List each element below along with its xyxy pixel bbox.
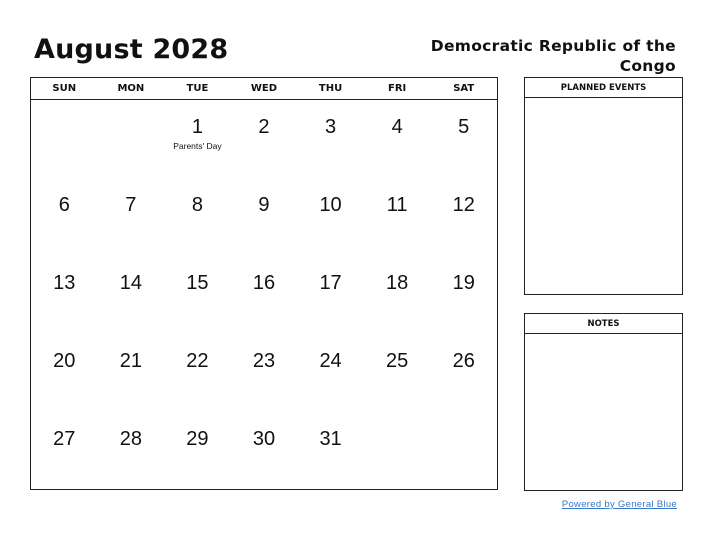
day-cell [164, 412, 231, 490]
day-cell [98, 334, 165, 412]
day-cell [231, 178, 298, 256]
country-name: Democratic Republic of the Congo [430, 37, 676, 75]
empty-day-cell [98, 100, 165, 178]
day-number: 29 [186, 428, 209, 450]
day-cell [430, 178, 497, 256]
day-number: 2 [258, 116, 270, 138]
day-number: 26 [452, 350, 475, 372]
calendar-week [31, 334, 497, 412]
day-number: 17 [319, 272, 342, 294]
day-number: 5 [458, 116, 470, 138]
day-number: 28 [119, 428, 142, 450]
notes-heading: NOTES [525, 314, 682, 334]
calendar-week [31, 178, 497, 256]
day-number: 27 [53, 428, 76, 450]
holiday-label: Parents' Day [173, 141, 222, 151]
empty-day-cell [31, 100, 98, 178]
day-number: 25 [386, 350, 409, 372]
day-number: 22 [186, 350, 209, 372]
day-cell [164, 334, 231, 412]
day-number: 15 [186, 272, 209, 294]
day-cell [164, 178, 231, 256]
planned-events-heading: PLANNED EVENTS [525, 78, 682, 98]
day-number: 19 [452, 272, 475, 294]
weekday-sun: SUN [52, 83, 77, 94]
calendar-week [31, 412, 497, 490]
day-cell [231, 334, 298, 412]
day-cell [430, 100, 497, 178]
calendar-weeks [31, 100, 497, 490]
day-number: 23 [252, 350, 276, 372]
weekday-header-row [31, 78, 497, 100]
day-cell [364, 178, 431, 256]
day-number: 30 [252, 428, 276, 450]
empty-day-cell [364, 412, 431, 490]
page-title: August 2028 [34, 34, 229, 65]
powered-by-link[interactable]: Powered by General Blue [561, 499, 677, 510]
day-cell [31, 334, 98, 412]
day-cell [364, 256, 431, 334]
day-number: 12 [452, 194, 475, 216]
day-number: 14 [119, 272, 142, 294]
day-cell [231, 256, 298, 334]
day-number: 18 [386, 272, 409, 294]
day-cell [297, 100, 364, 178]
day-number: 24 [319, 350, 342, 372]
weekday-fri: FRI [388, 83, 407, 94]
day-number: 20 [53, 350, 76, 372]
day-cell [231, 412, 298, 490]
day-cell [31, 412, 98, 490]
weekday-tue: TUE [186, 83, 209, 94]
day-cell [231, 100, 298, 178]
day-number: 7 [125, 194, 137, 216]
day-cell [98, 178, 165, 256]
weekday-wed: WED [250, 83, 278, 94]
day-number: 4 [391, 116, 403, 138]
weekday-thu: THU [318, 83, 343, 94]
day-cell [98, 412, 165, 490]
empty-day-cell [430, 412, 497, 490]
day-cell [297, 256, 364, 334]
day-cell [31, 256, 98, 334]
day-number: 9 [258, 194, 270, 216]
day-cell [164, 256, 231, 334]
planned-events-panel [524, 77, 683, 295]
notes-panel [524, 313, 683, 491]
day-number: 13 [53, 272, 76, 294]
day-number: 10 [319, 194, 342, 216]
day-cell [31, 178, 98, 256]
day-number: 6 [58, 194, 70, 216]
day-number: 3 [325, 116, 337, 138]
day-cell [297, 334, 364, 412]
day-cell [364, 100, 431, 178]
day-cell [98, 256, 165, 334]
day-cell [297, 412, 364, 490]
day-number: 1 [191, 116, 203, 138]
calendar-grid [30, 77, 498, 490]
day-cell [297, 178, 364, 256]
day-number: 31 [319, 428, 342, 450]
day-number: 11 [386, 194, 408, 216]
weekday-sat: SAT [453, 83, 475, 94]
day-cell [164, 100, 231, 178]
day-number: 16 [252, 272, 276, 294]
day-number: 8 [191, 194, 203, 216]
weekday-mon: MON [117, 83, 145, 94]
day-cell [430, 334, 497, 412]
day-cell [430, 256, 497, 334]
calendar-week [31, 100, 497, 178]
calendar-week [31, 256, 497, 334]
day-number: 21 [119, 350, 142, 372]
day-cell [364, 334, 431, 412]
